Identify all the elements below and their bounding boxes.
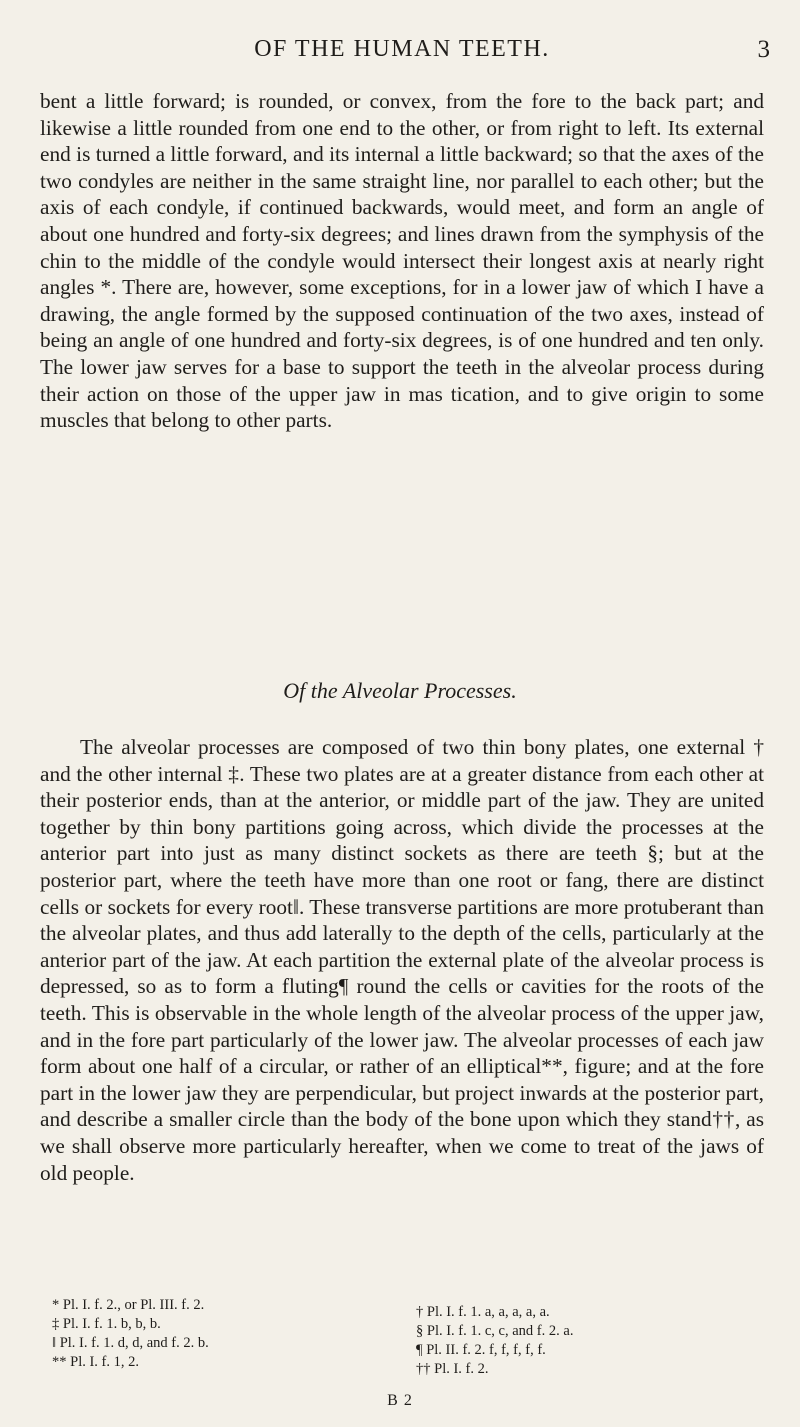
footnote: † Pl. I. f. 1. a, a, a, a, a.: [416, 1304, 550, 1320]
paragraph-1-text: bent a little forward; is rounded, or convex, from the fore to the back part; and likewise a little rounded from one end to the other, or from right to left. Its external end is turned a little forward, and its internal a little backward; so that the axes of the two condyles are neither in the same straight line, nor parallel to each other; but the axis of each condyle, if continued backwards, would meet, and form an angle of about one hundred and forty-six degrees; and lines drawn from the symphysis of the chin to the middle of the condyle would intersect their longest axis at nearly right angles *. There are, however, some exceptions, for in a lower jaw of which I have a drawing, the angle formed by the supposed continuation of the two axes, instead of being an angle of one hundred and forty-six degrees, is of one hundred and ten only. The lower jaw serves for a base to support the teeth in the alveolar process during their action on those of the upper jaw in mas tication, and to give origin to some muscles that belong to other parts.: [40, 89, 764, 433]
running-title: OF THE HUMAN TEETH.: [254, 36, 550, 62]
paragraph-condyle: [40, 88, 764, 434]
footnote: ** Pl. I. f. 1, 2.: [52, 1354, 139, 1370]
footnote: § Pl. I. f. 1. c, c, and f. 2. a.: [416, 1323, 574, 1339]
signature-mark: B 2: [387, 1392, 413, 1409]
footnote: †† Pl. I. f. 2.: [416, 1361, 489, 1377]
paragraph-alveolar: [40, 734, 764, 1186]
page-number: 3: [757, 36, 770, 63]
footnote: ‡ Pl. I. f. 1. b, b, b.: [52, 1316, 161, 1332]
section-heading: Of the Alveolar Processes.: [283, 678, 517, 703]
footnote: * Pl. I. f. 2., or Pl. III. f. 2.: [52, 1297, 205, 1313]
footnotes-left: [52, 1296, 352, 1372]
running-head: [44, 36, 770, 76]
footnote: ¶ Pl. II. f. 2. f, f, f, f, f.: [416, 1342, 546, 1358]
footnote: ‖ Pl. I. f. 1. d, d, and f. 2. b.: [52, 1335, 209, 1351]
footnotes-right: [416, 1303, 776, 1379]
paragraph-2-text: The alveolar processes are composed of two thin bony plates, one external † and the other internal ‡. These two plates are at a greater distance from each other at their posterior ends, than at the anterior, or middle part of the jaw. They are united together by thin bony partitions going across, which divide the processes at the anterior part into just as many distinct sockets as there are teeth §; but at the posterior part, where the teeth have more than one root or fang, there are distinct cells or sockets for every root‖. These transverse partitions are more protuberant than the alveolar plates, and thus add laterally to the depth of the cells, particularly at the anterior part of the jaw. At each partition the external plate of the alveolar process is depressed, so as to form a fluting¶ round the cells or cavities for the roots of the teeth. This is observable in the whole length of the alveolar process of the upper jaw, and in the fore part particularly of the lower jaw. The alveolar processes of each jaw form about one half of a circular, or rather of an elliptical**, figure; and at the fore part in the lower jaw they are perpendicular, but project inwards at the posterior part, and describe a smaller circle than the body of the bone upon which they stand††, as we shall observe more particularly hereafter, when we come to treat of the jaws of old people.: [40, 735, 764, 1185]
